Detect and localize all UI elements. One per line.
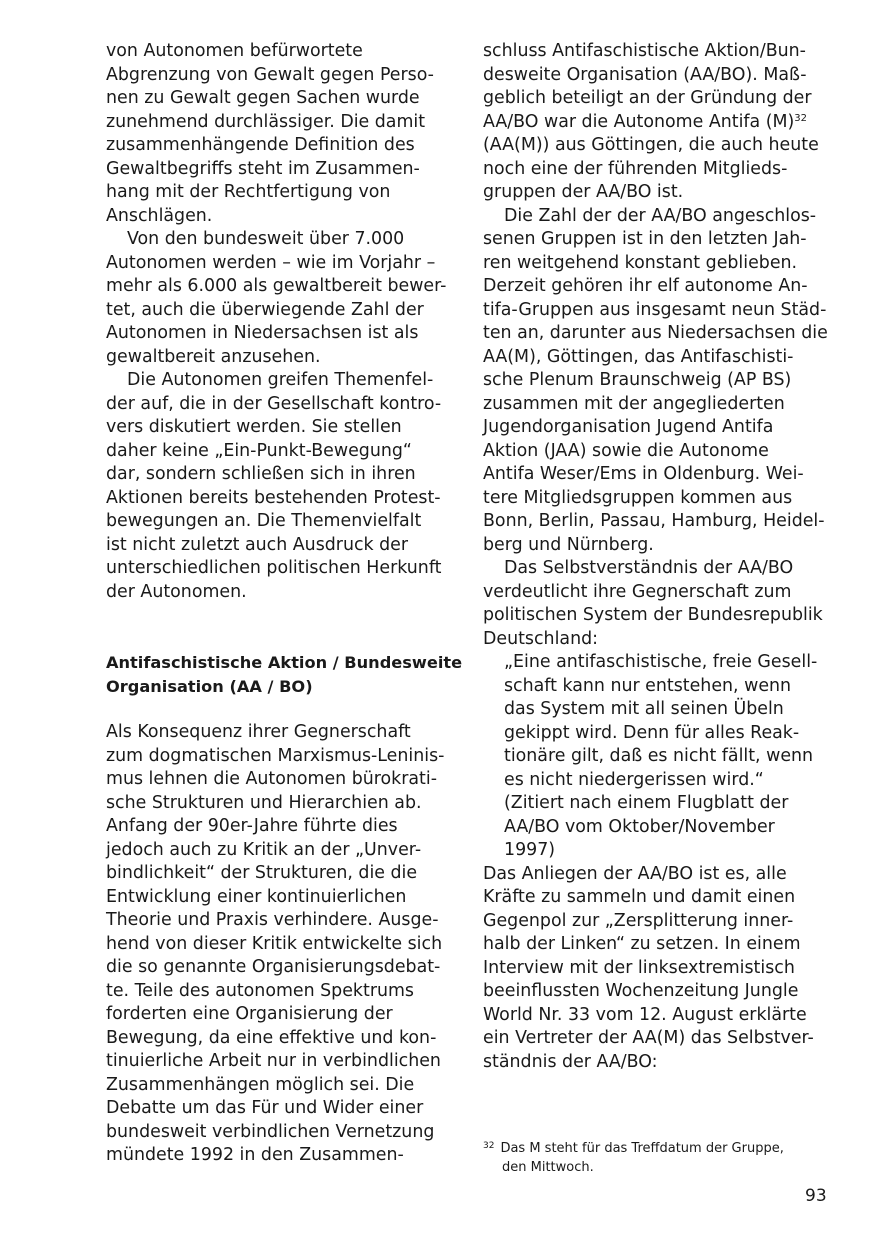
text-line: schluss Antifaschistische Aktion/Bun-: [483, 41, 806, 61]
quote-line: schaft kann nur entstehen, wenn: [504, 675, 792, 696]
text-line: bewegungen an. Die Themenvielfalt: [106, 511, 422, 531]
text-line: ist nicht zuletzt auch Ausdruck der: [106, 534, 409, 555]
text-line: Autonomen werden – wie im Vorjahr –: [106, 252, 436, 273]
section-heading: [106, 651, 463, 698]
quote-line: das System mit all seinen Übeln: [504, 699, 784, 719]
text-line: Als Konsequenz ihrer Gegnerschaft: [106, 722, 411, 742]
text-line: Aktionen bereits bestehenden Protest-: [106, 487, 441, 508]
section-heading-line: Antifaschistische Aktion / Bundesweite: [106, 653, 463, 672]
text-line: beeinflussten Wochenzeitung Jungle: [483, 981, 799, 1001]
text-line: tere Mitgliedsgruppen kommen aus: [483, 487, 793, 508]
text-line: zusammenhängende Definition des: [106, 135, 415, 155]
paragraph-themenfelder: [106, 369, 454, 604]
quote-source-line: 1997): [504, 840, 556, 860]
text-line: AA(M), Göttingen, das Antifaschisti-: [483, 346, 794, 367]
text-line: halb der Linken“ zu setzen. In einem: [483, 934, 801, 954]
text-line: ein Vertreter der AA(M) das Selbstver-: [483, 1028, 814, 1048]
text-line: berg und Nürnberg.: [483, 534, 654, 555]
section-heading-line: Organisation (AA / BO): [106, 676, 313, 696]
text-line: politischen System der Bundesrepublik: [483, 605, 823, 625]
footnote-line: [483, 1137, 823, 1159]
text-line: [483, 111, 833, 135]
text-line: Die Autonomen greifen Themenfel-: [127, 370, 434, 390]
page-number: 93: [805, 1186, 827, 1206]
text-line: bundesweit verbindlichen Vernetzung: [106, 1121, 435, 1142]
text-line: Bewegung, da eine effektive und kon-: [106, 1027, 437, 1048]
text-line: ständnis der AA/BO:: [483, 1051, 658, 1072]
quote-line: „Eine antifaschistische, freie Gesell-: [504, 652, 818, 672]
paragraph-organisierungsdebatte: [106, 721, 454, 1168]
text-line: Das Selbstverständnis der AA/BO: [504, 558, 794, 578]
text-line: zunehmend durchlässiger. Die damit: [106, 111, 426, 132]
text-line: hend von dieser Kritik entwickelte sich: [106, 933, 443, 954]
text-line: senen Gruppen ist in den letzten Jah-: [483, 229, 807, 249]
text-line: Das Anliegen der AA/BO ist es, alle: [483, 863, 787, 884]
text-line: jedoch auch zu Kritik an der „Unver-: [106, 839, 422, 860]
footnote-line: den Mittwoch.: [502, 1159, 594, 1175]
text-line: Abgrenzung von Gewalt gegen Perso-: [106, 64, 434, 85]
text-line: mehr als 6.000 als gewaltbereit bewer-: [106, 276, 447, 296]
text-line: Bonn, Berlin, Passau, Hamburg, Heidel-: [483, 511, 825, 531]
text-line: gewaltbereit anzusehen.: [106, 346, 321, 367]
text-line: desweite Organisation (AA/BO). Maß-: [483, 64, 807, 85]
text-line: tet, auch die überwiegende Zahl der: [106, 299, 424, 320]
footnote-number: 32: [483, 1141, 495, 1151]
footnote-reference[interactable]: 32: [794, 112, 808, 124]
text-line: Zusammenhängen möglich sei. Die: [106, 1074, 415, 1095]
text-line: Deutschland:: [483, 628, 598, 649]
text-line: Autonomen in Niedersachsen ist als: [106, 323, 419, 343]
text-line: die so genannte Organisierungsdebat-: [106, 957, 441, 977]
text-line: Aktion (JAA) sowie die Autonome: [483, 440, 769, 461]
text-line: Entwicklung einer kontinuierlichen: [106, 886, 407, 907]
text-line: geblich beteiligt an der Gründung der: [483, 88, 812, 108]
paragraph-mitgliedsgruppen: [483, 205, 833, 558]
text-line: nen zu Gewalt gegen Sachen wurde: [106, 88, 420, 108]
block-quote: [483, 651, 833, 863]
quote-line: tionäre gilt, daß es nicht fällt, wenn: [504, 746, 814, 766]
text-line: verdeutlicht ihre Gegnerschaft zum: [483, 581, 792, 602]
quote-source-line: AA/BO vom Oktober/November: [504, 816, 775, 837]
text-line: Antifa Weser/Ems in Oldenburg. Wei-: [483, 464, 804, 484]
text-line: vers diskutiert werden. Sie stellen: [106, 417, 402, 437]
text-line: te. Teile des autonomen Spektrums: [106, 980, 414, 1001]
text-line: Anschlägen.: [106, 205, 213, 226]
text-line: tinuierliche Arbeit nur in verbindlichen: [106, 1051, 441, 1071]
text-line: Von den bundesweit über 7.000: [127, 229, 405, 249]
text-line: Derzeit gehören ihr elf autonome An-: [483, 276, 808, 296]
text-line: Die Zahl der der AA/BO angeschlos-: [504, 205, 817, 226]
right-column: [483, 40, 833, 1074]
text-line: zusammen mit der angegliederten: [483, 393, 785, 414]
footnote-text: Das M steht für das Treffdatum der Gruppe,: [500, 1141, 784, 1156]
text-line: tifa-Gruppen aus insgesamt neun Städ-: [483, 299, 827, 320]
text-line-content: AA/BO war die Autonome Antifa (M): [483, 111, 795, 132]
text-line: mus lehnen die Autonomen bürokrati-: [106, 769, 437, 789]
paragraph-selbstverstaendnis: [483, 557, 833, 651]
text-line: Kräfte zu sammeln und damit einen: [483, 887, 796, 907]
text-line: Theorie und Praxis verhindere. Ausge-: [106, 910, 439, 930]
text-line: World Nr. 33 vom 12. August erklärte: [483, 1004, 807, 1025]
text-line: ten an, darunter aus Niedersachsen die: [483, 323, 828, 343]
text-line: gruppen der AA/BO ist.: [483, 182, 684, 202]
paragraph-gewaltbegriff: [106, 40, 454, 228]
text-line: mündete 1992 in den Zusammen-: [106, 1145, 404, 1165]
text-line: Gewaltbegriffs steht im Zusammen-: [106, 158, 420, 179]
text-line: Anfang der 90er-Jahre führte dies: [106, 816, 398, 836]
text-line: hang mit der Rechtfertigung von: [106, 182, 391, 202]
quote-line: gekippt wird. Denn für alles Reak-: [504, 722, 800, 743]
text-line: noch eine der führenden Mitglieds-: [483, 158, 788, 179]
text-line: dar, sondern schließen sich in ihren: [106, 464, 416, 484]
text-line: von Autonomen befürwortete: [106, 41, 363, 61]
text-line: Interview mit der linksextremistisch: [483, 957, 795, 978]
text-line: Gegenpol zur „Zersplitterung inner-: [483, 910, 794, 931]
text-line: forderten eine Organisierung der: [106, 1004, 393, 1024]
paragraph-aabo-gruendung: [483, 40, 833, 205]
text-line: daher keine „Ein-Punkt-Bewegung“: [106, 440, 412, 461]
paragraph-anliegen: [483, 863, 833, 1075]
text-line: der Autonomen.: [106, 581, 247, 602]
text-line: zum dogmatischen Marxismus-Leninis-: [106, 745, 445, 766]
left-column: [106, 40, 463, 1168]
quote-source-line: (Zitiert nach einem Flugblatt der: [504, 793, 789, 813]
text-line: Jugendorganisation Jugend Antifa: [483, 417, 774, 437]
text-line: unterschiedlichen politischen Herkunft: [106, 558, 442, 578]
text-line: sche Strukturen und Hierarchien ab.: [106, 792, 422, 813]
paragraph-gewaltbereitschaft: [106, 228, 454, 369]
text-line: (AA(M)) aus Göttingen, die auch heute: [483, 135, 819, 155]
text-line: sche Plenum Braunschweig (AP BS): [483, 370, 792, 390]
text-line: der auf, die in der Gesellschaft kontro-: [106, 393, 442, 414]
text-line: Debatte um das Für und Wider einer: [106, 1098, 424, 1118]
text-line: bindlichkeit“ der Strukturen, die die: [106, 863, 418, 883]
text-line: ren weitgehend konstant geblieben.: [483, 252, 798, 273]
footnote: [483, 1137, 823, 1177]
quote-line: es nicht niedergerissen wird.“: [504, 769, 764, 790]
